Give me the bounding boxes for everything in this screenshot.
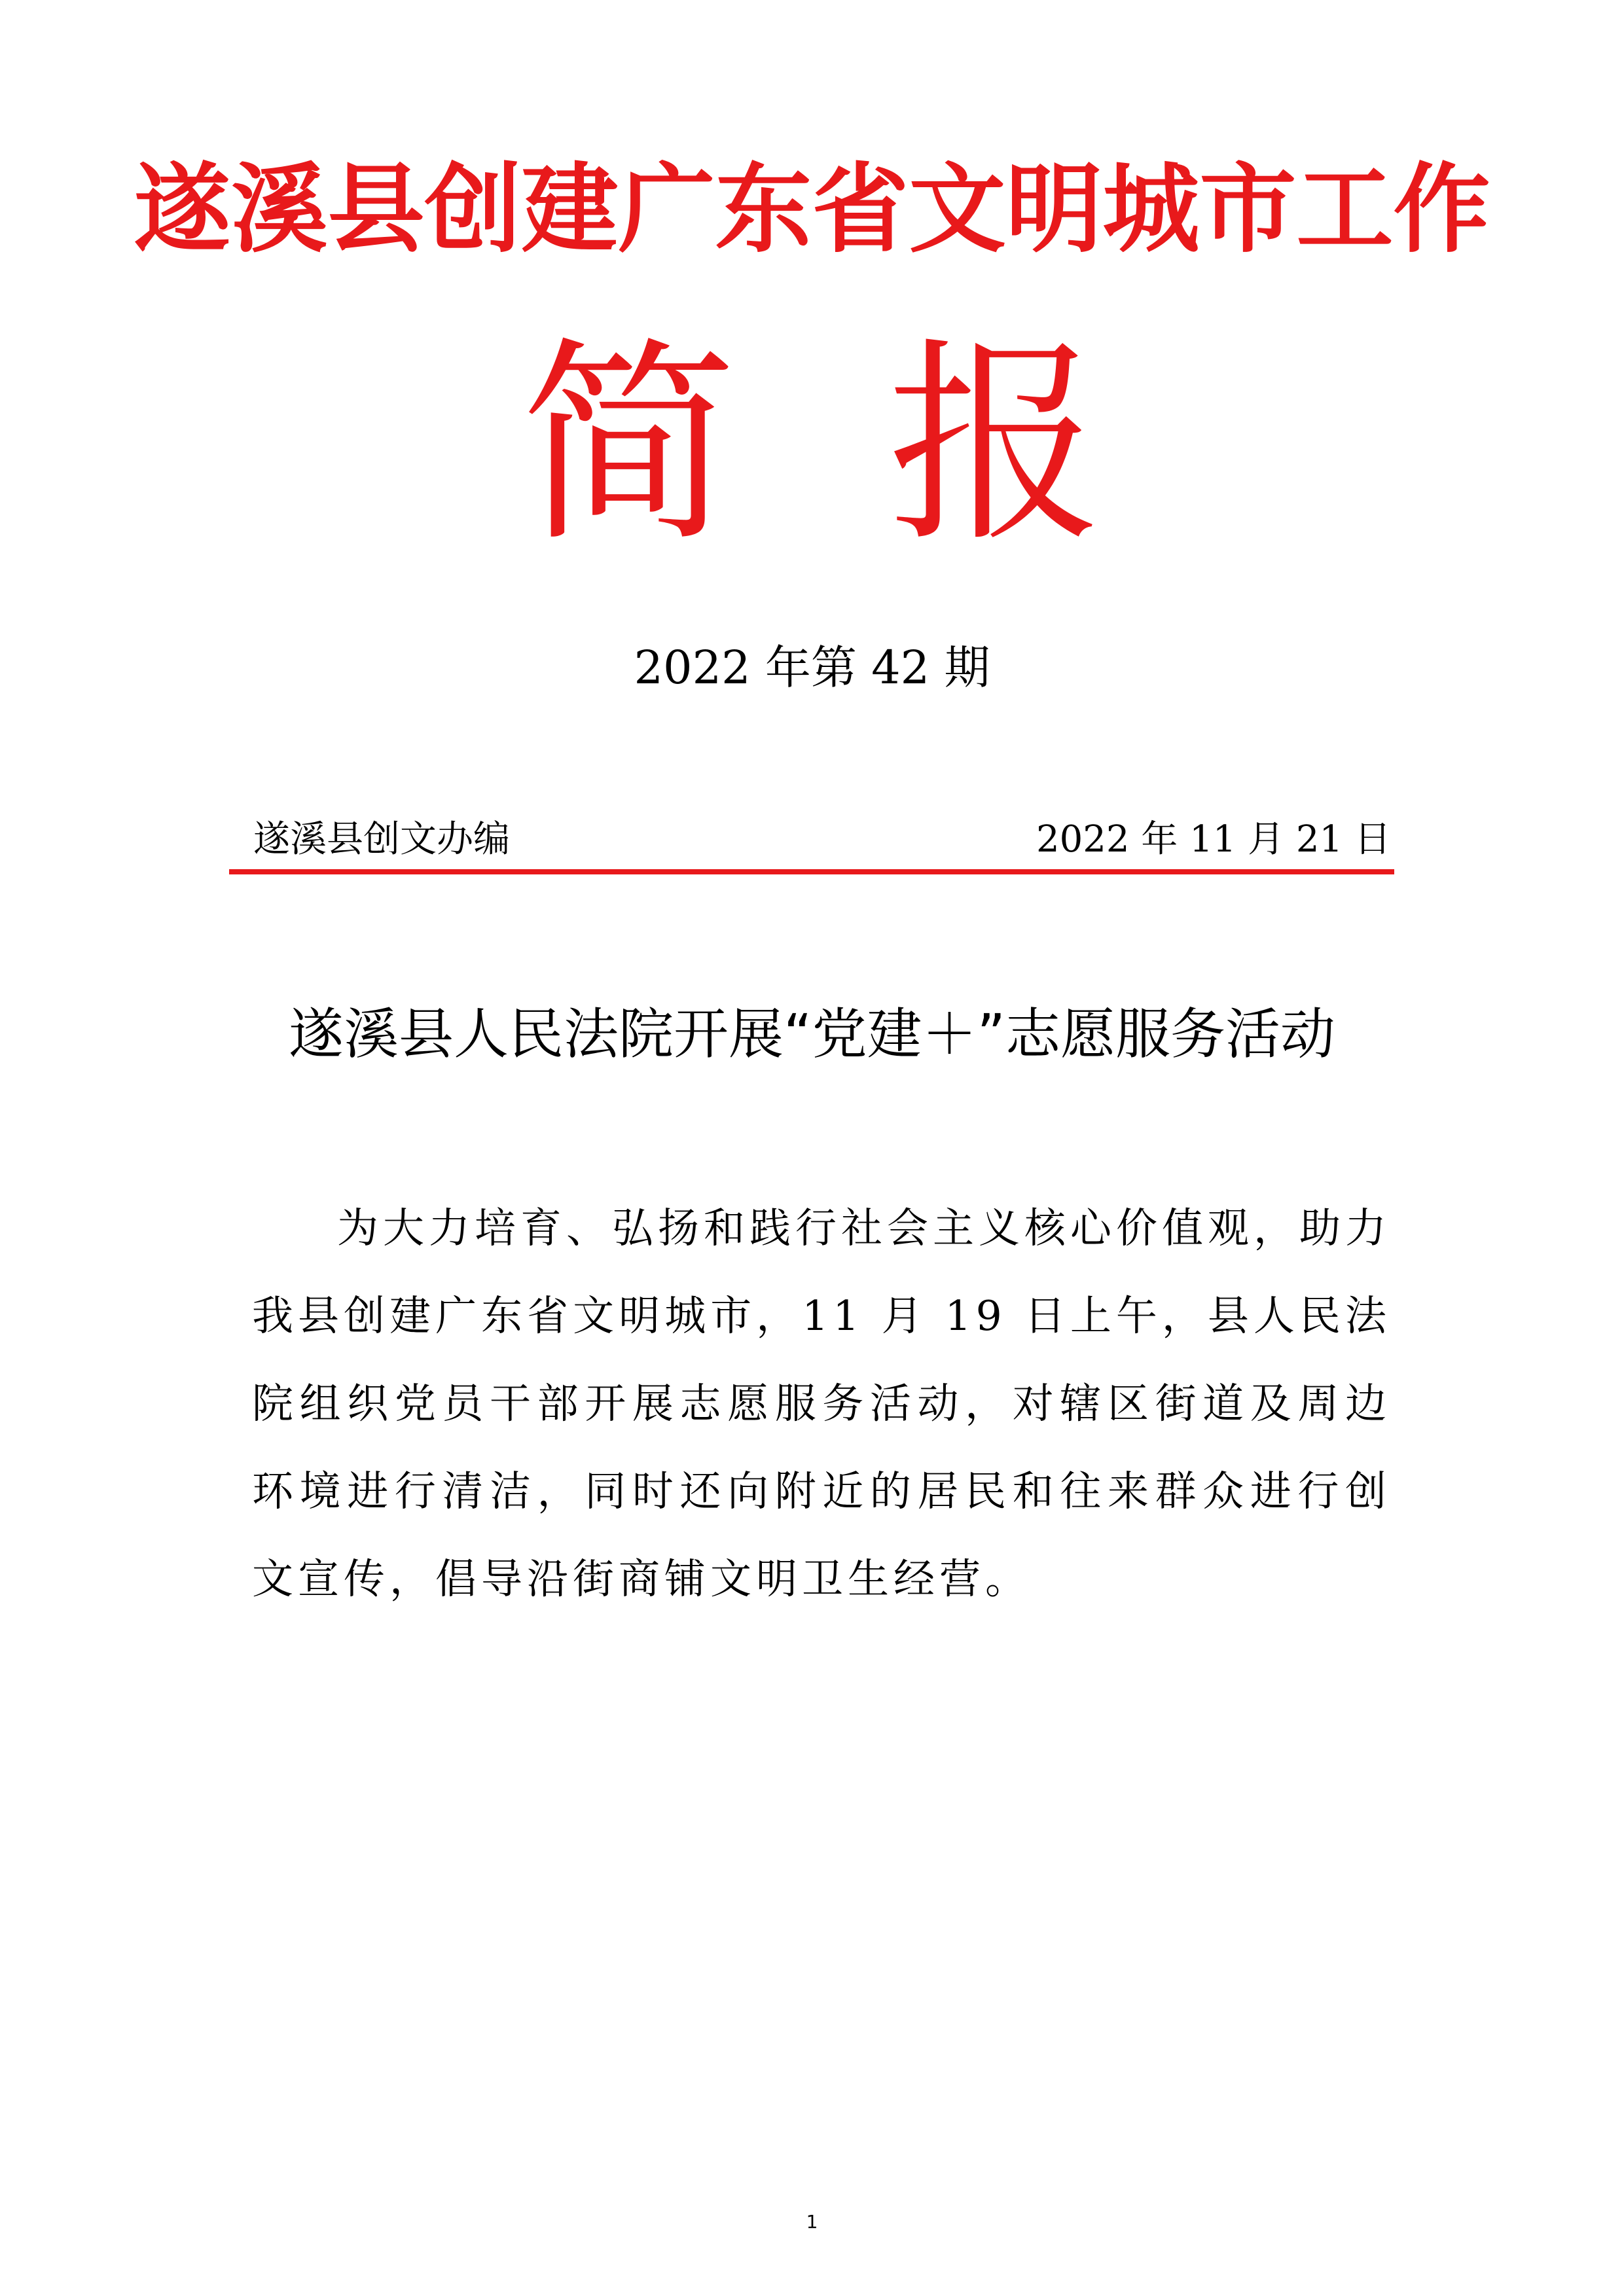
masthead-bao-char: 报 [887, 319, 1104, 571]
editor-label: 遂溪县创文办编 [253, 818, 510, 861]
article-body: 为大力培育、弘扬和践行社会主义核心价值观，助力我县创建广东省文明城市，11 月 19 日上午，县人民法院组织党员干部开展志愿服务活动，对辖区街道及周边环境进行清洁，同时还向附近的居民和往来群众进行创文宣传，倡导沿街商铺文明卫生经营。 [252, 1204, 1391, 1603]
issue-number: 2022 年第 42 期 [634, 641, 990, 694]
masthead-jian-char: 简 [520, 319, 737, 571]
meta-row [245, 810, 1391, 869]
red-divider-rule [229, 869, 1394, 874]
article-title: 遂溪县人民法院开展“党建＋”志愿服务活动 [288, 1002, 1336, 1066]
publish-date: 2022 年 11 月 21 日 [1036, 818, 1391, 861]
masthead-title: 遂溪县创建广东省文明城市工作 [134, 153, 1490, 266]
masthead-jianbao [0, 314, 1624, 576]
page-number: 1 [806, 2211, 818, 2233]
